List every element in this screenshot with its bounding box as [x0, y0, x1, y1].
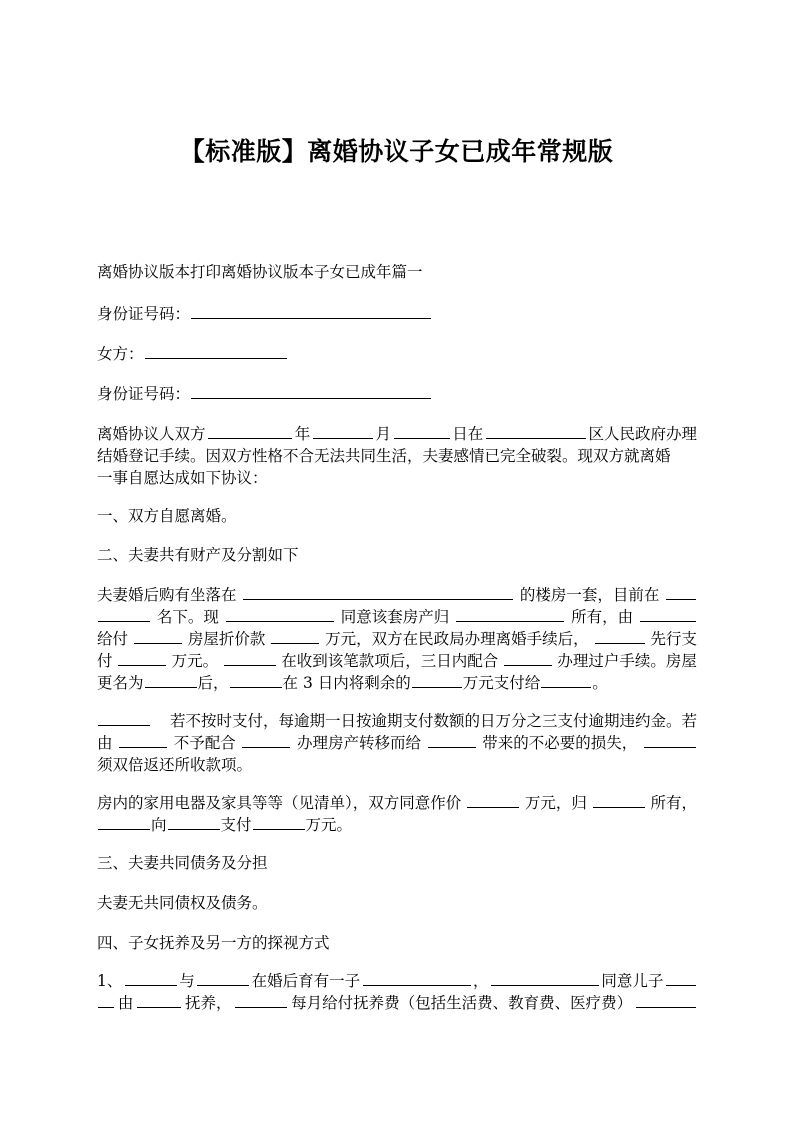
paragraph-line: 夫妻无共同债权及债务。 [97, 894, 268, 912]
female-line [97, 343, 697, 365]
blank-field [593, 792, 645, 808]
blank-field [271, 628, 319, 644]
blank-field [242, 732, 290, 748]
blank-field [118, 650, 166, 666]
text: 万元，归 [524, 794, 587, 812]
paragraph-line: 结婚登记手续。因双方性格不合无法共同生活，夫妻感情已完全破裂。现双方就离婚 [97, 447, 671, 465]
text: 万元。 [305, 816, 353, 834]
paragraph-line: 须双倍返还所收款项。 [97, 756, 253, 774]
blank-field [134, 628, 182, 644]
text: 月 [375, 425, 391, 443]
text: 若不按时支付，每逾期一日按逾期支付数额的日万分之三支付逾期违约金。若 [169, 712, 697, 730]
text: 在婚后育有一子 [251, 972, 361, 990]
blank-field [98, 710, 150, 726]
paragraph-line [97, 992, 697, 1014]
blank-field [491, 970, 599, 986]
text: ， [473, 972, 489, 990]
id-label: 身份证号码： [97, 305, 191, 323]
text: 带来的不必要的损失， [482, 734, 638, 752]
text: 夫妻婚后购有坐落在 [97, 586, 237, 604]
text: 与 [179, 972, 195, 990]
blank-field [541, 672, 591, 688]
blank-field [636, 992, 696, 1008]
text: 在 3 日内将剩余的 [282, 674, 411, 692]
intro-line: 离婚协议版本打印离婚协议版本子女已成年篇一 [97, 263, 423, 281]
text: 年 [294, 425, 311, 443]
text: 抚养， [184, 994, 232, 1012]
section-heading: 二、夫妻共有财产及分割如下 [97, 546, 299, 564]
id-number-line-1 [97, 303, 697, 325]
text: 付 [97, 652, 113, 670]
text: 日在 [452, 425, 484, 443]
paragraph-line [97, 628, 697, 650]
text: 由 [97, 734, 113, 752]
blank-field [230, 672, 282, 688]
blank-field [197, 970, 249, 986]
paragraph-line [97, 970, 697, 992]
text: 更名为 [97, 674, 144, 692]
paragraph-line [97, 814, 697, 836]
paragraph-line [97, 732, 697, 754]
blank-field [145, 343, 287, 359]
section-heading: 三、夫妻共同债务及分担 [97, 854, 268, 872]
blank-field [486, 423, 586, 439]
id-number-line-2 [97, 383, 697, 405]
blank-field [666, 584, 696, 600]
paragraph-line [97, 584, 697, 606]
blank-field [145, 672, 197, 688]
blank-field [412, 672, 462, 688]
blank-field [168, 814, 220, 830]
text: 1、 [97, 972, 123, 990]
blank-field [394, 423, 450, 439]
blank-field [98, 606, 150, 622]
blank-field [595, 628, 645, 644]
paragraph-line [97, 423, 697, 445]
blank-field [125, 970, 177, 986]
text: 离婚协议人双方 [97, 425, 206, 443]
text: 万元，双方在民政局办理离婚手续后， [325, 630, 589, 648]
blank-field [119, 732, 167, 748]
blank-field [191, 383, 431, 399]
blank-field [98, 992, 114, 1008]
section-heading: 四、子女抚养及另一方的探视方式 [97, 934, 330, 952]
blank-field [137, 992, 181, 1008]
blank-field [456, 606, 564, 622]
text: 所有， [650, 794, 697, 812]
paragraph-line [97, 792, 697, 814]
text: 办理过户手续。房屋 [557, 652, 697, 670]
blank-field [313, 423, 373, 439]
blank-field [191, 303, 431, 319]
text: 先行支 [650, 630, 697, 648]
blank-field [644, 732, 696, 748]
blank-field [98, 814, 150, 830]
text: 同意该套房产归 [340, 608, 450, 626]
text: 给付 [97, 630, 129, 648]
blank-field [640, 606, 696, 622]
text: 在收到该笔款项后，三日内配合 [281, 652, 499, 670]
text: 的楼房一套，目前在 [519, 586, 660, 604]
female-label: 女方： [97, 345, 144, 363]
text: 由 [117, 994, 134, 1012]
blank-field [224, 650, 276, 666]
text: 向 [151, 816, 167, 834]
blank-field [428, 732, 476, 748]
text: 同意儿子 [601, 972, 664, 990]
blank-field [504, 650, 552, 666]
document-title: 【标准版】离婚协议子女已成年常规版 [179, 137, 614, 166]
text: 后， [197, 674, 229, 692]
text: 每月给付抚养费（包括生活费、教育费、医疗费） [291, 994, 633, 1012]
paragraph-line [97, 650, 697, 672]
blank-field [363, 970, 471, 986]
text: 所有，由 [571, 608, 634, 626]
section-heading: 一、双方自愿离婚。 [97, 507, 237, 525]
text: 区人民政府办理 [588, 425, 697, 443]
text: 名下。现 [156, 608, 219, 626]
blank-field [208, 423, 292, 439]
paragraph-line [97, 672, 697, 694]
blank-field [666, 970, 696, 986]
text: 房内的家用电器及家具等等（见清单），双方同意作价 [97, 794, 462, 812]
paragraph-line [97, 606, 697, 628]
blank-field [243, 584, 513, 600]
text: 万元。 [171, 652, 219, 670]
text: 。 [592, 674, 608, 692]
blank-field [467, 792, 519, 808]
text: 房屋折价款 [187, 630, 266, 648]
text: 万元支付给 [462, 674, 541, 692]
text: 办理房产转移而给 [297, 734, 422, 752]
text: 不予配合 [173, 734, 236, 752]
id-label: 身份证号码： [97, 385, 191, 403]
blank-field [226, 606, 334, 622]
blank-field [235, 992, 287, 1008]
paragraph-line: 一事自愿达成如下协议： [97, 469, 268, 487]
text: 支付 [220, 816, 252, 834]
paragraph-line [97, 710, 697, 732]
blank-field [253, 814, 305, 830]
